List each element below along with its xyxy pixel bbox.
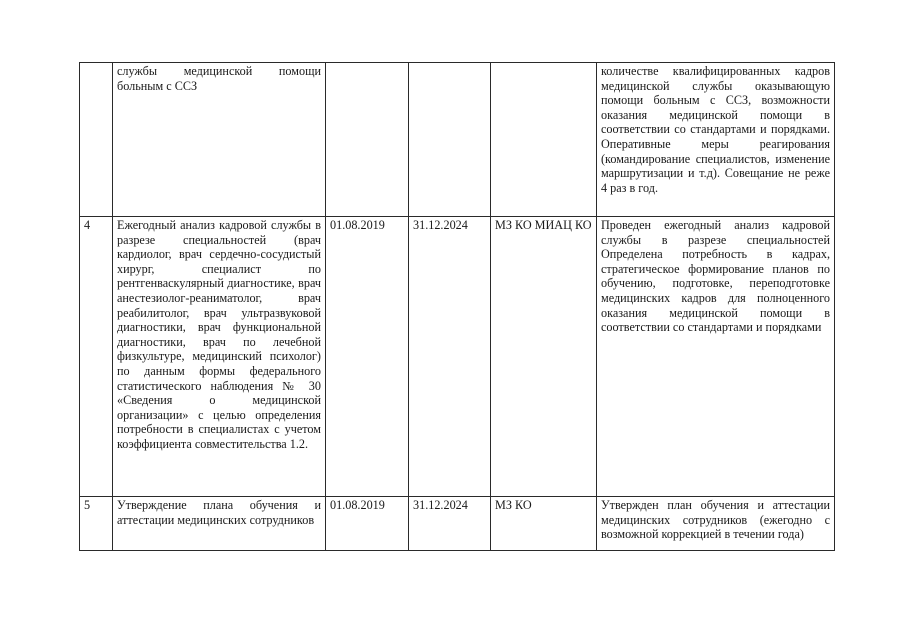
row-number: 4 <box>84 218 91 232</box>
end-date: 31.12.2024 <box>413 218 468 232</box>
row-number-cell <box>80 217 113 497</box>
start-date-cell <box>326 497 409 551</box>
start-date: 01.08.2019 <box>330 498 385 512</box>
responsible-cell <box>491 497 597 551</box>
start-date: 01.08.2019 <box>330 218 385 232</box>
activity-text: службы медицинской помощи больным с ССЗ <box>117 64 321 93</box>
result-cell <box>597 497 835 551</box>
responsible-cell <box>491 217 597 497</box>
activity-cell <box>113 497 326 551</box>
row-number-cell <box>80 63 113 217</box>
end-date-cell <box>409 63 491 217</box>
result-text: количестве квалифицированных кадров медицинской службы оказывающую помощи больным с ССЗ, возможности оказания медицинской помощи в соответствии со стандартами и порядками. Оперативные меры реагирования (командирование специалистов, изменение маршрутизации и т.д). Совещание не реже 4 раз в год. <box>601 64 830 195</box>
row-number-cell <box>80 497 113 551</box>
start-date-cell <box>326 217 409 497</box>
responsible-text: МЗ КО МИАЦ КО <box>495 218 592 232</box>
activity-cell <box>113 217 326 497</box>
responsible-cell <box>491 63 597 217</box>
result-text: Утвержден план обучения и аттестации медицинских сотрудников (ежегодно с возможной коррекцией в течении года) <box>601 498 830 542</box>
end-date: 31.12.2024 <box>413 498 468 512</box>
end-date-cell <box>409 497 491 551</box>
activity-text: Ежегодный анализ кадровой службы в разрезе специальностей (врач кардиолог, врач сердечно-сосудистый хирург, специалист по рентгенваскулярный диагностике, врач анестезиолог-реаниматолог, врач реабилитолог, врач ультразвуковой диагностики, врач функциональной диагностики, врач по лечебной физкультуре, медицинский психолог) по данным формы федерального статистического наблюдения № 30 «Сведения о медицинской организации» с целью определения потребности в специалистах с учетом коэффициента совместительства 1.2. <box>117 218 321 451</box>
result-cell <box>597 63 835 217</box>
table-row <box>80 63 835 217</box>
end-date-cell <box>409 217 491 497</box>
start-date-cell <box>326 63 409 217</box>
table-row <box>80 217 835 497</box>
result-text: Проведен ежегодный анализ кадровой службы в разрезе специальностей Определена потребность в кадрах, стратегическое формирование планов по обучению, подготовке, переподготовке медицинских кадров для полноценного оказания медицинской помощи в соответствии со стандартами и порядками <box>601 218 830 335</box>
row-number: 5 <box>84 498 91 512</box>
measures-table <box>79 62 835 551</box>
activity-cell <box>113 63 326 217</box>
activity-text: Утверждение плана обучения и аттестации медицинских сотрудников <box>117 498 321 527</box>
table-row <box>80 497 835 551</box>
result-cell <box>597 217 835 497</box>
responsible-text: МЗ КО <box>495 498 532 512</box>
